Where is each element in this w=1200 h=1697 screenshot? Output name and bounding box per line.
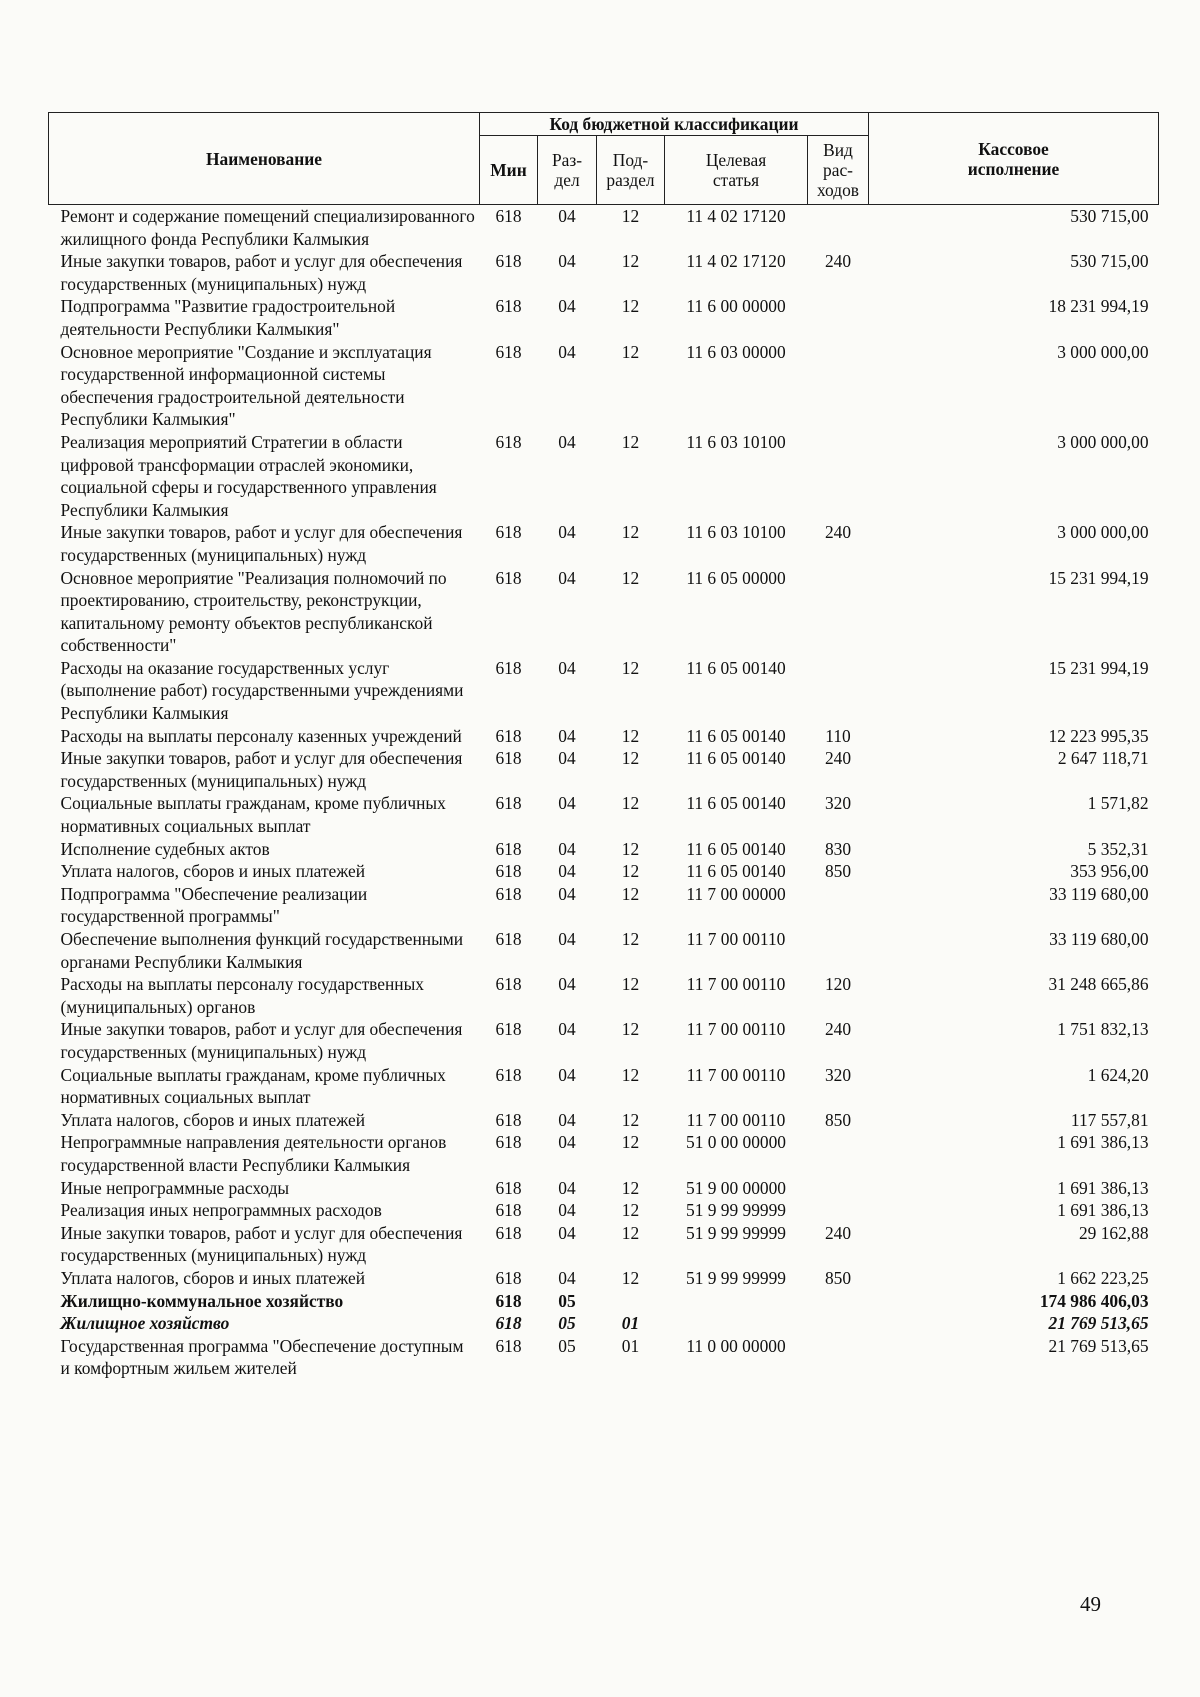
table-row: [49, 1267, 1159, 1290]
cell-podrazdel: 12: [621, 1222, 640, 1243]
cell-tselevaya: [665, 1290, 808, 1313]
cell-amount: 33 119 680,00: [1049, 929, 1149, 949]
cell-tselevaya: 11 6 03 00000: [686, 341, 786, 362]
cell-razdel: 04: [558, 567, 576, 588]
cell-amount: 18 231 994,19: [1048, 296, 1149, 317]
cell-podrazdel: 12: [621, 1200, 640, 1221]
cell-razdel: 04: [558, 883, 576, 904]
cell-razdel: 04: [558, 431, 576, 452]
cell-tselevaya: 11 7 00 00110: [686, 929, 786, 949]
cell-vid: [808, 883, 869, 928]
cell-tselevaya: 11 4 02 17120: [686, 251, 786, 272]
cell-podrazdel: 12: [621, 861, 640, 882]
cell-vid: [808, 1177, 869, 1200]
cell-amount: 117 557,81: [1070, 1109, 1149, 1130]
cell-razdel: 05: [558, 1335, 576, 1356]
cell-min: 618: [495, 1313, 522, 1334]
cell-tselevaya: 11 6 05 00000: [686, 567, 786, 588]
cell-vid: [808, 928, 869, 973]
table-row: [49, 205, 1159, 251]
cell-tselevaya: 11 6 00 00000: [686, 296, 786, 317]
table-row: [49, 1335, 1159, 1380]
table-row: [49, 1312, 1159, 1335]
header-kassovoe: [869, 113, 1159, 205]
cell-vid: [808, 295, 869, 340]
cell-podrazdel: 12: [621, 1064, 640, 1085]
cell-podrazdel: 12: [621, 793, 640, 814]
cell-razdel: 04: [558, 1267, 576, 1288]
table-row: [49, 295, 1159, 340]
cell-razdel: 04: [558, 838, 576, 859]
cell-name: Иные закупки товаров, работ и услуг для обеспечения государственных (муниципальных) нужд: [60, 1222, 463, 1266]
cell-podrazdel: 12: [621, 883, 640, 904]
cell-tselevaya: 11 0 00 00000: [686, 1335, 786, 1356]
cell-vid: 830: [824, 838, 852, 859]
cell-podrazdel: 12: [621, 1267, 640, 1288]
cell-podrazdel: 12: [621, 748, 640, 769]
cell-tselevaya: 11 7 00 00110: [686, 1064, 786, 1085]
cell-tselevaya: 11 7 00 00110: [686, 974, 786, 995]
cell-amount: 33 119 680,00: [1049, 883, 1149, 904]
cell-min: 618: [495, 251, 522, 272]
table-row: [49, 860, 1159, 883]
cell-min: 618: [495, 793, 522, 814]
cell-razdel: 04: [558, 974, 576, 995]
cell-podrazdel: [597, 1290, 665, 1313]
table-row: [49, 567, 1159, 657]
header-min: Мин: [480, 136, 538, 205]
cell-amount: 1 691 386,13: [1057, 1177, 1149, 1198]
header-classification-code: Код бюджетной классификации: [480, 113, 869, 136]
cell-razdel: 04: [558, 748, 576, 769]
cell-min: 618: [495, 861, 522, 882]
cell-tselevaya: 11 4 02 17120: [686, 206, 786, 226]
cell-amount: 31 248 665,86: [1048, 974, 1149, 995]
cell-name: Подпрограмма "Обеспечение реализации государственной программы": [60, 883, 368, 927]
cell-tselevaya: 51 9 00 00000: [686, 1177, 786, 1198]
cell-amount: 3 000 000,00: [1057, 431, 1149, 452]
cell-name: Расходы на оказание государственных услуг (выполнение работ) государственными учреждениями Республики Калмыкия: [60, 657, 464, 724]
cell-min: 618: [495, 1267, 522, 1288]
cell-tselevaya: 11 6 03 10100: [686, 431, 786, 452]
cell-vid: [808, 657, 869, 725]
cell-razdel: 04: [558, 929, 576, 949]
cell-name: Государственная программа "Обеспечение доступным и комфортным жильем жителей: [60, 1335, 464, 1379]
table-row: [49, 1177, 1159, 1200]
header-kassovoe-label: Кассовое исполнение: [967, 138, 1060, 179]
cell-tselevaya: 11 6 05 00140: [686, 793, 786, 814]
cell-vid: [808, 1290, 869, 1313]
cell-amount: 1 662 223,25: [1057, 1267, 1149, 1288]
cell-min: 618: [495, 1222, 522, 1243]
cell-vid: 120: [824, 974, 852, 995]
table-row: [49, 1064, 1159, 1109]
table-row: [49, 1290, 1159, 1313]
cell-vid: [808, 341, 869, 431]
cell-min: 618: [495, 1177, 522, 1198]
cell-min: 618: [495, 1290, 522, 1311]
cell-amount: 1 571,82: [1087, 793, 1149, 814]
table-row: [49, 341, 1159, 431]
cell-podrazdel: 12: [621, 296, 640, 317]
cell-razdel: 04: [558, 1222, 576, 1243]
cell-min: 618: [495, 1019, 522, 1040]
cell-tselevaya: 11 7 00 00000: [686, 883, 786, 904]
cell-podrazdel: 12: [621, 1109, 640, 1130]
cell-razdel: 04: [558, 1132, 576, 1153]
cell-amount: 1 751 832,13: [1057, 1019, 1149, 1040]
table-row: [49, 657, 1159, 725]
cell-tselevaya: 11 6 05 00140: [686, 657, 786, 678]
cell-razdel: 04: [558, 861, 576, 882]
cell-razdel: 04: [558, 793, 576, 814]
cell-min: 618: [495, 522, 522, 543]
header-name: Наименование: [49, 113, 480, 205]
cell-amount: 353 956,00: [1070, 861, 1149, 882]
table-row: [49, 792, 1159, 837]
cell-tselevaya: 11 6 05 00140: [686, 748, 786, 769]
cell-min: 618: [495, 1064, 522, 1085]
cell-razdel: 04: [558, 657, 576, 678]
cell-vid: 240: [824, 1222, 852, 1243]
cell-min: 618: [495, 725, 522, 746]
cell-min: 618: [495, 883, 522, 904]
cell-vid: [808, 567, 869, 657]
cell-razdel: 04: [558, 206, 576, 226]
budget-table: [48, 112, 1159, 1380]
cell-razdel: 04: [558, 1019, 576, 1040]
cell-min: 618: [495, 1132, 522, 1153]
cell-min: 618: [495, 567, 522, 588]
cell-name: Ремонт и содержание помещений специализированного жилищного фонда Республики Калмыкия: [60, 206, 475, 249]
cell-min: 618: [495, 748, 522, 769]
cell-vid: [808, 1199, 869, 1222]
cell-amount: 1 691 386,13: [1057, 1200, 1149, 1221]
cell-podrazdel: 12: [621, 1019, 640, 1040]
cell-tselevaya: [665, 1312, 808, 1335]
cell-vid: [808, 1312, 869, 1335]
cell-name: Подпрограмма "Развитие градостроительной деятельности Республики Калмыкия": [60, 296, 396, 339]
cell-amount: 29 162,88: [1078, 1222, 1149, 1243]
cell-name: Социальные выплаты гражданам, кроме публичных нормативных социальных выплат: [60, 1064, 446, 1108]
cell-podrazdel: 12: [621, 929, 640, 949]
cell-vid: 320: [824, 1064, 852, 1085]
cell-podrazdel: 12: [621, 1132, 640, 1153]
cell-tselevaya: 11 7 00 00110: [686, 1019, 786, 1040]
table-body: [49, 205, 1159, 1380]
table-row: [49, 747, 1159, 792]
cell-min: 618: [495, 838, 522, 859]
cell-name: Уплата налогов, сборов и иных платежей: [60, 1109, 366, 1130]
cell-min: 618: [495, 206, 522, 226]
cell-podrazdel: 12: [621, 206, 640, 226]
table-row: [49, 838, 1159, 861]
cell-amount: 12 223 995,35: [1048, 725, 1149, 746]
cell-amount: 15 231 994,19: [1048, 657, 1149, 678]
cell-amount: 530 715,00: [1070, 206, 1149, 226]
table-row: [49, 973, 1159, 1018]
cell-name: Расходы на выплаты персоналу государственных (муниципальных) органов: [60, 974, 424, 1017]
cell-name: Реализация мероприятий Стратегии в области цифровой трансформации отраслей экономики, социальной сферы и государственного управления Республики Калмыкия: [60, 431, 437, 520]
cell-name: Жилищное хозяйство: [60, 1313, 230, 1334]
cell-razdel: 04: [558, 522, 576, 543]
table-row: [49, 1018, 1159, 1063]
cell-amount: 21 769 513,65: [1048, 1313, 1149, 1334]
cell-podrazdel: 12: [621, 567, 640, 588]
cell-min: 618: [495, 431, 522, 452]
cell-min: 618: [495, 1335, 522, 1356]
cell-name: Иные закупки товаров, работ и услуг для обеспечения государственных (муниципальных) нужд: [60, 1019, 463, 1062]
cell-min: 618: [495, 296, 522, 317]
cell-vid: 110: [825, 725, 851, 746]
table-row: [49, 883, 1159, 928]
cell-name: Жилищно-коммунальное хозяйство: [60, 1290, 344, 1311]
cell-amount: 21 769 513,65: [1048, 1335, 1149, 1356]
cell-tselevaya: 51 9 99 99999: [686, 1267, 786, 1288]
cell-razdel: 05: [558, 1290, 576, 1311]
cell-amount: 174 986 406,03: [1039, 1290, 1149, 1311]
cell-amount: 3 000 000,00: [1057, 522, 1149, 543]
cell-podrazdel: 12: [621, 1177, 640, 1198]
cell-vid: [808, 1131, 869, 1176]
cell-podrazdel: 01: [621, 1335, 640, 1356]
cell-tselevaya: 51 9 99 99999: [686, 1222, 786, 1243]
cell-name: Расходы на выплаты персоналу казенных учреждений: [60, 725, 462, 746]
cell-razdel: 04: [558, 341, 576, 362]
cell-podrazdel: 01: [621, 1313, 640, 1334]
cell-razdel: 04: [558, 296, 576, 317]
cell-razdel: 04: [558, 251, 576, 272]
table-row: [49, 521, 1159, 566]
cell-min: 618: [495, 657, 522, 678]
table-row: [49, 1109, 1159, 1132]
cell-podrazdel: 12: [621, 251, 640, 272]
header-vid: Вид рас- ходов: [808, 136, 869, 205]
cell-podrazdel: 12: [621, 657, 640, 678]
cell-tselevaya: 51 9 99 99999: [686, 1200, 786, 1221]
cell-vid: [808, 205, 869, 251]
cell-razdel: 04: [558, 1200, 576, 1221]
cell-amount: 2 647 118,71: [1057, 748, 1149, 769]
table-row: [49, 431, 1159, 521]
table-row: [49, 1131, 1159, 1176]
cell-name: Социальные выплаты гражданам, кроме публичных нормативных социальных выплат: [60, 793, 446, 837]
cell-razdel: 05: [558, 1313, 576, 1334]
cell-podrazdel: 12: [621, 974, 640, 995]
cell-podrazdel: 12: [621, 838, 640, 859]
cell-name: Обеспечение выполнения функций государственными органами Республики Калмыкия: [60, 929, 464, 972]
cell-tselevaya: 11 6 05 00140: [686, 725, 786, 746]
cell-podrazdel: 12: [621, 725, 640, 746]
cell-amount: 1 624,20: [1087, 1064, 1149, 1085]
page-number: 49: [1080, 1592, 1101, 1616]
cell-tselevaya: 11 6 05 00140: [686, 838, 786, 859]
cell-razdel: 04: [558, 1177, 576, 1198]
cell-podrazdel: 12: [621, 522, 640, 543]
cell-amount: 530 715,00: [1070, 251, 1149, 272]
cell-amount: 5 352,31: [1087, 838, 1149, 859]
cell-name: Уплата налогов, сборов и иных платежей: [60, 861, 366, 882]
cell-tselevaya: 11 6 03 10100: [686, 522, 786, 543]
cell-tselevaya: 51 0 00 00000: [686, 1132, 786, 1153]
cell-vid: 240: [824, 522, 852, 543]
cell-vid: [808, 1335, 869, 1380]
cell-vid: [808, 431, 869, 521]
cell-min: 618: [495, 1109, 522, 1130]
cell-min: 618: [495, 929, 522, 949]
cell-tselevaya: 11 6 05 00140: [686, 861, 786, 882]
cell-amount: 3 000 000,00: [1057, 341, 1149, 362]
cell-name: Уплата налогов, сборов и иных платежей: [60, 1267, 366, 1288]
cell-vid: 240: [824, 251, 852, 272]
cell-min: 618: [495, 341, 522, 362]
table-row: [49, 928, 1159, 973]
cell-name: Основное мероприятие "Создание и эксплуатация государственной информационной системы обеспечения градостроительной деятельности Республики Калмыкия": [60, 341, 432, 430]
cell-podrazdel: 12: [621, 341, 640, 362]
cell-vid: 850: [824, 1109, 852, 1130]
cell-razdel: 04: [558, 725, 576, 746]
cell-tselevaya: 11 7 00 00110: [686, 1109, 786, 1130]
header-razdel: Раз- дел: [538, 136, 597, 205]
cell-min: 618: [495, 974, 522, 995]
cell-razdel: 04: [558, 1109, 576, 1130]
cell-name: Исполнение судебных актов: [60, 838, 270, 859]
cell-vid: 850: [824, 1267, 852, 1288]
cell-amount: 15 231 994,19: [1048, 567, 1149, 588]
cell-vid: 320: [824, 793, 852, 814]
header-podrazdel: Под- раздел: [597, 136, 665, 205]
cell-name: Иные закупки товаров, работ и услуг для обеспечения государственных (муниципальных) нужд: [60, 251, 463, 294]
cell-vid: 240: [824, 748, 852, 769]
table-row: [49, 725, 1159, 748]
cell-name: Иные закупки товаров, работ и услуг для обеспечения государственных (муниципальных) нужд: [60, 748, 463, 791]
cell-name: Непрограммные направления деятельности органов государственной власти Республики Калмыкия: [60, 1132, 447, 1175]
cell-name: Иные закупки товаров, работ и услуг для обеспечения государственных (муниципальных) нужд: [60, 522, 463, 565]
cell-min: 618: [495, 1200, 522, 1221]
header-tselevaya: Целевая статья: [665, 136, 808, 205]
cell-name: Основное мероприятие "Реализация полномочий по проектированию, строительству, реконструкции, капитальному ремонту объектов республиканской собственности": [60, 567, 447, 656]
cell-amount: 1 691 386,13: [1057, 1132, 1149, 1153]
cell-vid: 850: [824, 861, 852, 882]
table-row: [49, 250, 1159, 295]
cell-name: Реализация иных непрограммных расходов: [60, 1200, 382, 1221]
cell-name: Иные непрограммные расходы: [60, 1177, 290, 1198]
table-row: [49, 1199, 1159, 1222]
table-row: [49, 1222, 1159, 1267]
cell-vid: 240: [824, 1019, 852, 1040]
cell-razdel: 04: [558, 1064, 576, 1085]
cell-podrazdel: 12: [621, 431, 640, 452]
table-header: [49, 113, 1159, 205]
